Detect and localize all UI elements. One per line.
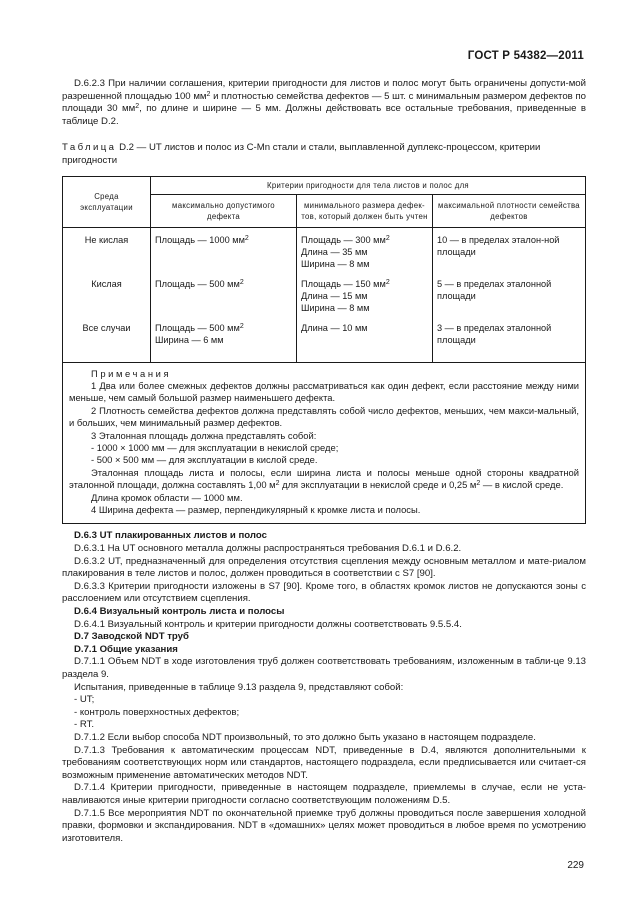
paragraph-d623-part1: D.6.2.3 При наличии соглашения, критерии пригодности для листов и полос могут быть ограничены допусти-мой разрешенной площадью 100 мм — [62, 78, 586, 102]
superscript: 2 — [206, 90, 211, 98]
list-item: - UT; — [74, 694, 95, 706]
cell-min-size-line: Ширина — 8 мм — [301, 259, 370, 270]
superscript: 2 — [476, 480, 481, 488]
paragraph-d715: D.7.1.5 Все мероприятия NDT по окончательной приемке труб должны проводиться после завершения холодной правки, формовки и экспандирования. NDT в «домашних» целях может проводиться в любое время по усмотрению изготовителя. — [62, 807, 586, 844]
header-density: максимальной плотности семейства дефектов — [433, 194, 586, 227]
paragraph-d641: D.6.4.1 Визуальный контроль и критерии пригодности должны соответствовать 9.5.5.4. — [74, 618, 462, 630]
cell-min-size — [297, 274, 433, 318]
table-row — [63, 227, 586, 274]
paragraph-d623-part2: и плотностью семейства дефектов — 5 шт. с минимальным размером дефектов по площади 30 мм — [62, 90, 586, 115]
heading-d64: D.6.4 Визуальный контроль листа и полосы — [74, 606, 285, 617]
cell-min-size-line: Длина — 15 мм — [301, 290, 368, 301]
note-3c-part2: для эксплуатации в некислой среде и 0,25 м — [279, 479, 477, 491]
table-caption-text: D.2 — UT листов и полос из C-Mn стали и стали, выплавленной дуплекс-процессом, критерии пригодности — [62, 142, 541, 166]
cell-environment: Не кислая — [63, 227, 151, 274]
note-3c-part3: — в кислой среде. — [480, 479, 564, 491]
table-row — [63, 318, 586, 363]
cell-density: 5 — в пределах эталонной площади — [433, 274, 586, 318]
superscript: 2 — [275, 480, 280, 488]
cell-max-defect — [151, 318, 297, 363]
superscript: 2 — [135, 103, 140, 111]
notes-title: Примечания — [91, 367, 172, 379]
page-number: 229 — [567, 860, 584, 871]
cell-min-size-line: Площадь — 150 мм — [301, 278, 386, 289]
list-item: - контроль поверхностных дефектов; — [74, 706, 240, 718]
paragraph-d714: D.7.1.4 Критерии пригодности, приведенные в настоящем подразделе, приемлемы в случае, если не уста-навливаются иные критерии пригодности согласно соответствующим положениям D.5. — [62, 782, 586, 806]
header-environment: Среда эксплуатации — [63, 176, 151, 227]
superscript: 2 — [239, 278, 244, 286]
cell-max-defect — [151, 227, 297, 274]
body-text — [62, 78, 586, 845]
table-notes — [62, 363, 586, 525]
superscript: 2 — [244, 234, 249, 242]
table-caption-label: Таблица — [62, 142, 117, 154]
list-item: - RT. — [74, 719, 95, 731]
superscript: 2 — [239, 322, 244, 330]
note-3: 3 Эталонная площадь должна представлять собой: — [91, 429, 317, 441]
cell-min-size-line: Длина — 10 мм — [301, 322, 368, 333]
cell-min-size-line: Ширина — 8 мм — [301, 303, 370, 314]
cell-max-defect-line: Ширина — 6 мм — [155, 334, 224, 345]
cell-environment: Кислая — [63, 274, 151, 318]
heading-d7: D.7 Заводской NDT труб — [74, 631, 189, 643]
note-1: 1 Два или более смежных дефектов должны рассматриваться как один дефект, если расстояние между ними меньше, чем самый большой размер наименьшего дефекта. — [69, 379, 579, 404]
note-3c — [69, 467, 579, 492]
heading-d63: D.6.3 UT плакированных листов и полос — [74, 530, 267, 542]
superscript: 2 — [385, 278, 390, 286]
header-criteria: Критерии пригодности для тела листов и полос для — [151, 176, 586, 194]
header-min-size: минимального размера дефек-тов, который должен быть учтен — [297, 194, 433, 227]
document-id: ГОСТ Р 54382—2011 — [467, 50, 584, 62]
cell-max-defect — [151, 274, 297, 318]
cell-max-defect-text: Площадь — 1000 мм — [155, 234, 245, 245]
note-3a: - 1000 × 1000 мм — для эксплуатации в некислой среде; — [91, 442, 339, 453]
cell-min-size-line: Длина — 35 мм — [301, 246, 368, 257]
header-max-defect: максимально допустимого дефекта — [151, 194, 297, 227]
table-caption — [62, 142, 586, 167]
note-3b: - 500 × 500 мм — для эксплуатации в кислой среде. — [91, 454, 318, 466]
cell-min-size-line: Площадь — 300 мм — [301, 234, 386, 245]
paragraph-d623 — [62, 78, 586, 128]
heading-d71: D.7.1 Общие указания — [74, 643, 178, 655]
cell-min-size — [297, 227, 433, 274]
cell-min-size — [297, 318, 433, 363]
paragraph-d631: D.6.3.1 На UT основного металла должны распространяться требования D.6.1 и D.6.2. — [74, 543, 462, 555]
paragraph-d711b: Испытания, приведенные в таблице 9.13 раздела 9, представляют собой: — [74, 681, 404, 693]
note-3c-part1: Эталонная площадь листа и полосы, если ширина листа и полосы меньше одной стороны квадратной эталонной площади, должна составлять 1,00 м — [69, 466, 579, 491]
paragraph-d633: D.6.3.3 Критерии пригодности изложены в S7 [90]. Кроме того, в областях кромок листов не допускаются зоны с расслоением или отсутствием сцепления. — [62, 580, 586, 605]
table-row — [63, 274, 586, 318]
paragraph-d623-part3: , по длине и ширине — 5 мм. Должны действовать все остальные требования, приведенные в таблице D.2. — [62, 103, 586, 127]
cell-max-defect-text: Площадь — 500 мм — [155, 322, 240, 333]
paragraph-d632: D.6.3.2 UT, предназначенный для определения отсутствия сцепления между основным металлом и мате-риалом плакирования в теле листов и полос, должен проводиться в соответствии с S7 [90]. — [62, 555, 586, 580]
paragraph-d713: D.7.1.3 Требования к автоматическим процессам NDT, приведенные в D.4, являются дополнительными к требованиям соответствующих норм или стандартов, настоящего подраздела, если предписывается или считает-ся возможным применение автоматических методов NDT. — [62, 744, 586, 781]
note-2: 2 Плотность семейства дефектов должна представлять собой число дефектов, меньших, чем макси-мальный, и больших, чем минимальный размер дефектов. — [69, 404, 579, 429]
cell-density: 10 — в пределах эталон-ной площади — [433, 227, 586, 274]
cell-density: 3 — в пределах эталонной площади — [433, 318, 586, 363]
paragraph-d712: D.7.1.2 Если выбор способа NDT произвольный, то это должно быть указано в настоящем подразделе. — [74, 731, 536, 743]
cell-environment: Все случаи — [63, 318, 151, 363]
superscript: 2 — [385, 234, 390, 242]
criteria-table — [62, 176, 586, 363]
cell-max-defect-text: Площадь — 500 мм — [155, 278, 240, 289]
note-3d: Длина кромок области — 1000 мм. — [91, 491, 243, 503]
paragraph-d711: D.7.1.1 Объем NDT в ходе изготовления труб должен соответствовать требованиям, изложенным в табли-це 9.13 раздела 9. — [62, 656, 586, 680]
note-4: 4 Ширина дефекта — размер, перпендикулярный к кромке листа и полосы. — [91, 504, 421, 516]
